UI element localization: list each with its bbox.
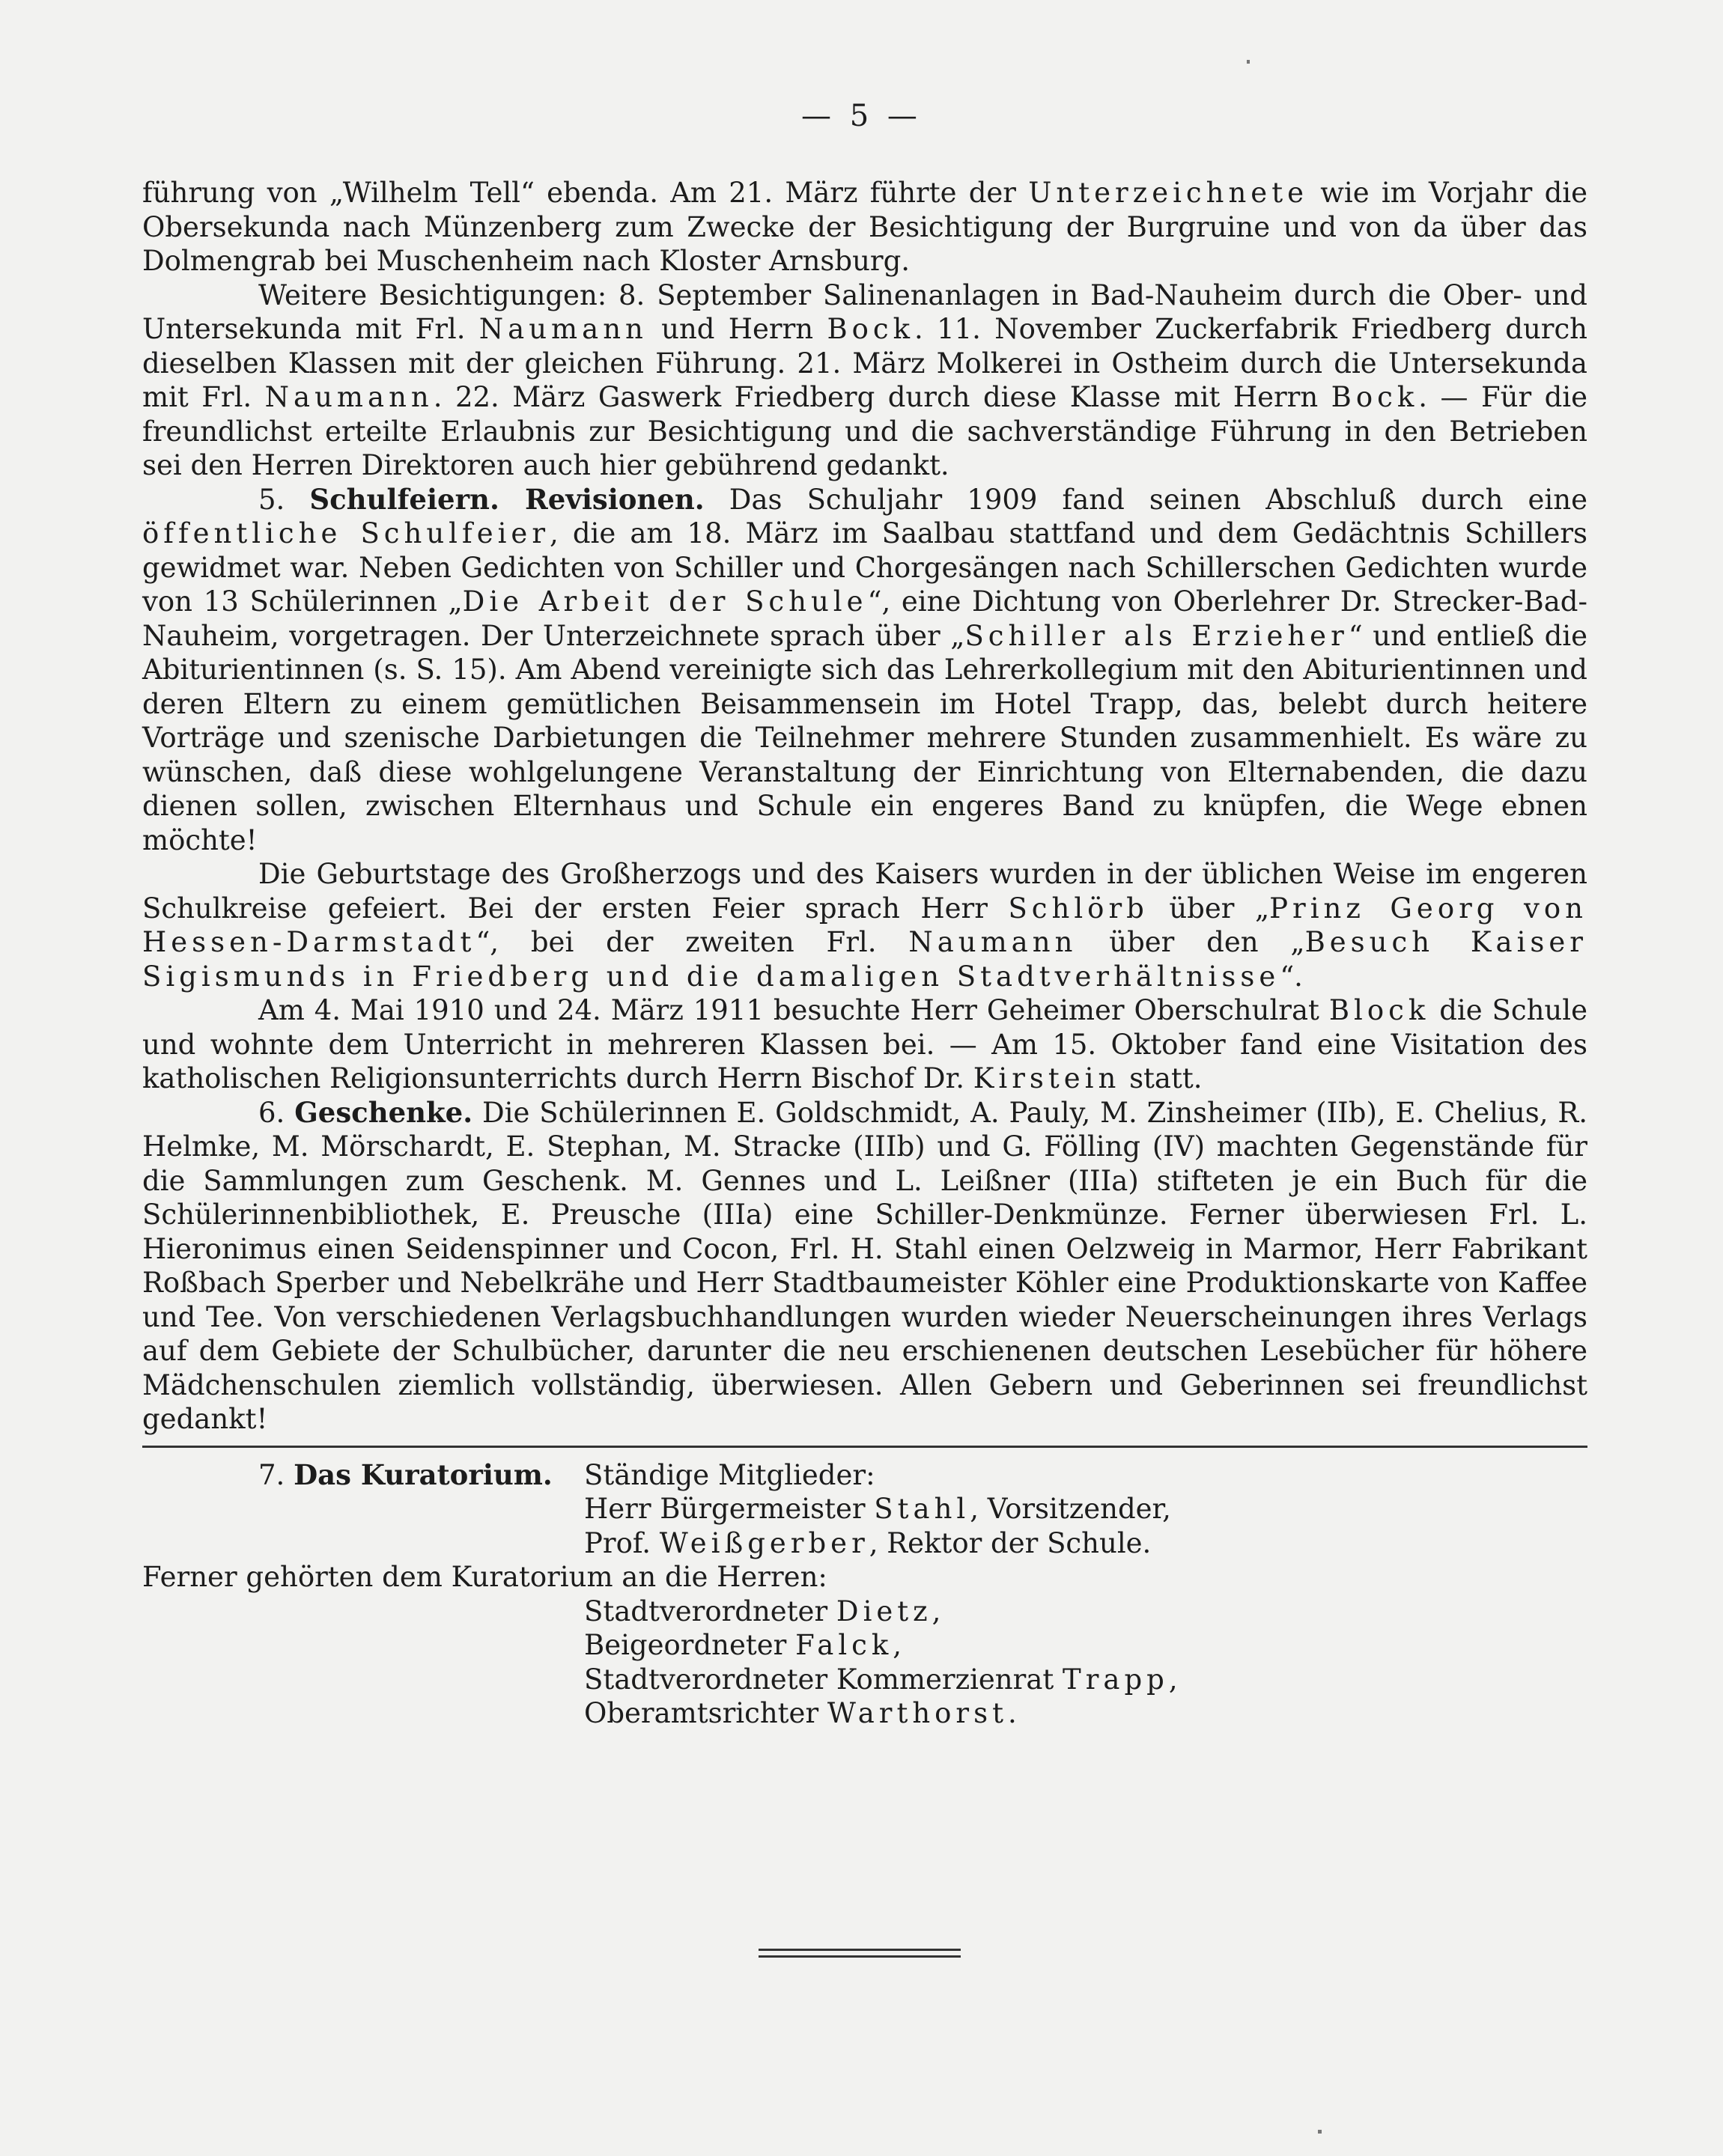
text-run: führung von „Wilhelm Tell“ ebenda. Am 21. März führte der (142, 177, 1029, 209)
text-run: Die Schülerinnen E. Goldschmidt, A. Pauly, M. Zinsheimer (IIb), E. Chelius, R. Helmke, M. Mörschardt, E. Stephan, M. Stracke (IIIb) und G. Fölling (IV) machten Gegenstände für die Sammlungen zum Geschenk. M. Gennes und L. Leißner (IIIa) stifteten je ein Buch für die Schülerinnenbibliothek, E. Preusche (IIIa) eine Schiller-Denkmünze. Ferner überwiesen Frl. L. Hieronimus einen Seidenspinner und Cocon, Frl. H. Stahl einen Oelzweig in Marmor, Herr Fabrikant Roßbach Sperber und Nebelkrähe und Herr Stadtbaumeister Köhler eine Produktionskarte von Kaffee und Tee. Von verschiedenen Verlagsbuchhandlungen wurden wieder Neuerscheinungen ihres Verlags auf dem Gebiete der Schulbücher, darunter die neu erschienenen deutschen Lesebücher für höhere Mädchenschulen ziemlich vollständig, überwiesen. Allen Gebern und Geberinnen sei freundlichst gedankt! (142, 1096, 1587, 1435)
section-5-paragraph (142, 483, 1587, 858)
spaced-name: Warthorst (827, 1697, 1008, 1729)
further-members-label: Ferner gehörten dem Kuratorium an die Herren: (142, 1561, 827, 1593)
spaced-name: Bock (827, 313, 915, 345)
text-run: über „ (1148, 892, 1270, 925)
paragraph-birthdays (142, 857, 1587, 993)
end-double-rule (759, 1949, 961, 1958)
standing-members-label: Ständige Mitglieder: (584, 1458, 875, 1491)
paragraph-visits (142, 278, 1587, 483)
spaced-name: Block (1328, 994, 1430, 1026)
text-run: . 11. November Zuckerfabrik Friedberg durch dieselben Klassen mit der gleichen Führung. 21. März Molkerei in Ostheim durch die Untersekunda mit Frl. (142, 313, 1588, 413)
text-run: . 22. März Gaswerk Friedberg durch diese Klasse mit Herrn (433, 381, 1331, 413)
text-run: die Schule und wohnte dem Unterricht in mehreren Klassen bei. — Am 15. Oktober fand eine Visitation des katholischen Religionsunterrichts durch Herrn Bischof Dr. (142, 994, 1587, 1094)
spaced-name: Schlörb (1008, 892, 1149, 925)
section-heading: Schulfeiern. Revisionen. (309, 482, 705, 516)
text-run: Das Schuljahr 1909 fand seinen Abschluß durch eine (704, 483, 1587, 516)
spaced-name: Falck (795, 1629, 893, 1661)
section-number: 7. (258, 1458, 285, 1491)
text-run: , (893, 1629, 902, 1661)
spaced-name: Stahl (874, 1493, 970, 1525)
text-run: Prof. (584, 1526, 660, 1559)
member-entry (584, 1696, 1587, 1731)
spaced-name: Naumann (264, 381, 434, 413)
text-run: Stadtverordneter (584, 1595, 836, 1627)
spaced-name: Unterzeichnete (1028, 177, 1308, 209)
spaced-name: Kirstein (973, 1062, 1121, 1094)
spaced-phrase: Besuch Kaiser Sigismunds in Friedberg und die damaligen Stadtverhältnisse (142, 926, 1587, 993)
text-run: “ und entließ die Abiturientinnen (s. S. 15). Am Abend vereinigte sich das Lehrerkollegium mit den Abiturientinnen und deren Eltern zu einem gemütlichen Beisammensein im Hotel Trapp, das, belebt durch heitere Vorträge und szenische Darbietungen die Teilnehmer mehrere Stunden zusammenhielt. Es wäre zu wünschen, daß diese wohlgelungene Veranstaltung der Einrichtung von Elternabenden, die dazu dienen sollen, zwischen Elternhaus und Schule ein engeres Band zu knüpfen, die Wege ebnen möchte! (142, 619, 1587, 856)
spaced-phrase: Schiller als Erzieher (964, 619, 1349, 652)
member-entry (584, 1492, 1587, 1526)
spaced-phrase: Prinz Georg von Hessen-Darmstadt (142, 892, 1587, 958)
text-run: Die Geburtstage des Großherzogs und des Kaisers wurden in der üblichen Weise im engeren Schulkreise gefeiert. Bei der ersten Feier sprach Herr (142, 858, 1587, 925)
spaced-name: Naumann (908, 926, 1078, 958)
section-number: 5. (258, 483, 285, 516)
member-entry (584, 1663, 1587, 1697)
section-7-kuratorium (142, 1458, 1587, 1561)
standing-members (584, 1458, 1587, 1561)
text-run: . — Für die freundlichst erteilte Erlaubnis zur Besichtigung und die sachverständige Führung in den Betrieben sei den Herren Direktoren auch hier gebührend gedankt. (142, 381, 1587, 481)
member-entry (584, 1526, 1587, 1561)
text-run: Beigeordneter (584, 1629, 796, 1661)
text-run: , (1168, 1663, 1178, 1696)
text-run: Herr Bürgermeister (584, 1493, 875, 1525)
spaced-name: Naumann (478, 313, 648, 345)
spaced-name: Bock (1331, 381, 1419, 413)
spaced-phrase: öffentliche Schulfeier (142, 517, 550, 549)
section-7-heading (142, 1458, 584, 1561)
spaced-name: Weißgerber (659, 1526, 869, 1559)
text-run: “, bei der zweiten Frl. (475, 926, 909, 958)
text-run: Oberamtsrichter (584, 1697, 827, 1729)
text-run: . (1007, 1697, 1017, 1729)
page-number: — 5 — (801, 99, 922, 133)
spaced-name: Trapp (1063, 1663, 1169, 1696)
text-run: wie im Vorjahr die Obersekunda nach Münzenberg zum Zwecke der Besichtigung der Burgruine und von da über das Dolmengrab bei Muschenheim nach Kloster Arnsburg. (142, 177, 1587, 277)
body-text (142, 176, 1587, 1731)
member-entry (584, 1595, 1587, 1629)
text-run: Weitere Besichtigungen: 8. September Salinenanlagen in Bad-Nauheim durch die Ober- und Untersekunda mit Frl. (142, 278, 1587, 345)
paragraph-excursions (142, 176, 1587, 278)
divider-line (142, 1446, 1587, 1448)
text-run: , Vorsitzender, (970, 1493, 1171, 1525)
scan-speck (1247, 60, 1250, 64)
section-6-paragraph (142, 1096, 1587, 1437)
scan-speck (1318, 2130, 1322, 2134)
text-run: Stadtverordneter Kommerzienrat (584, 1663, 1063, 1696)
section-heading: Das Kuratorium. (294, 1458, 553, 1491)
further-members (142, 1595, 1587, 1731)
text-run: , die am 18. März im Saalbau stattfand und dem Gedächtnis Schillers gewidmet war. Neben Gedichten von Schiller und Chorgesängen nach Schillerschen Gedichten wurde von 13 Schülerinnen „ (142, 517, 1587, 618)
text-run: “. (1280, 960, 1303, 993)
text-run: “, eine Dichtung von Oberlehrer Dr. Strecker-Bad-Nauheim, vorgetragen. Der Unterzeichnete sprach über „ (142, 585, 1587, 652)
text-run: über den „ (1077, 926, 1305, 958)
text-run: statt. (1120, 1062, 1203, 1094)
section-number: 6. (258, 1096, 285, 1129)
spaced-phrase: Die Arbeit der Schule (462, 585, 868, 618)
member-entry (584, 1628, 1587, 1663)
text-run: , (932, 1595, 941, 1627)
spaced-name: Dietz (836, 1595, 932, 1627)
text-run: und Herrn (647, 313, 827, 345)
text-run: Am 4. Mai 1910 und 24. März 1911 besuchte Herr Geheimer Oberschulrat (258, 994, 1329, 1026)
paragraph-revisions (142, 993, 1587, 1096)
section-heading: Geschenke. (294, 1095, 473, 1129)
text-run: , Rektor der Schule. (869, 1526, 1152, 1559)
